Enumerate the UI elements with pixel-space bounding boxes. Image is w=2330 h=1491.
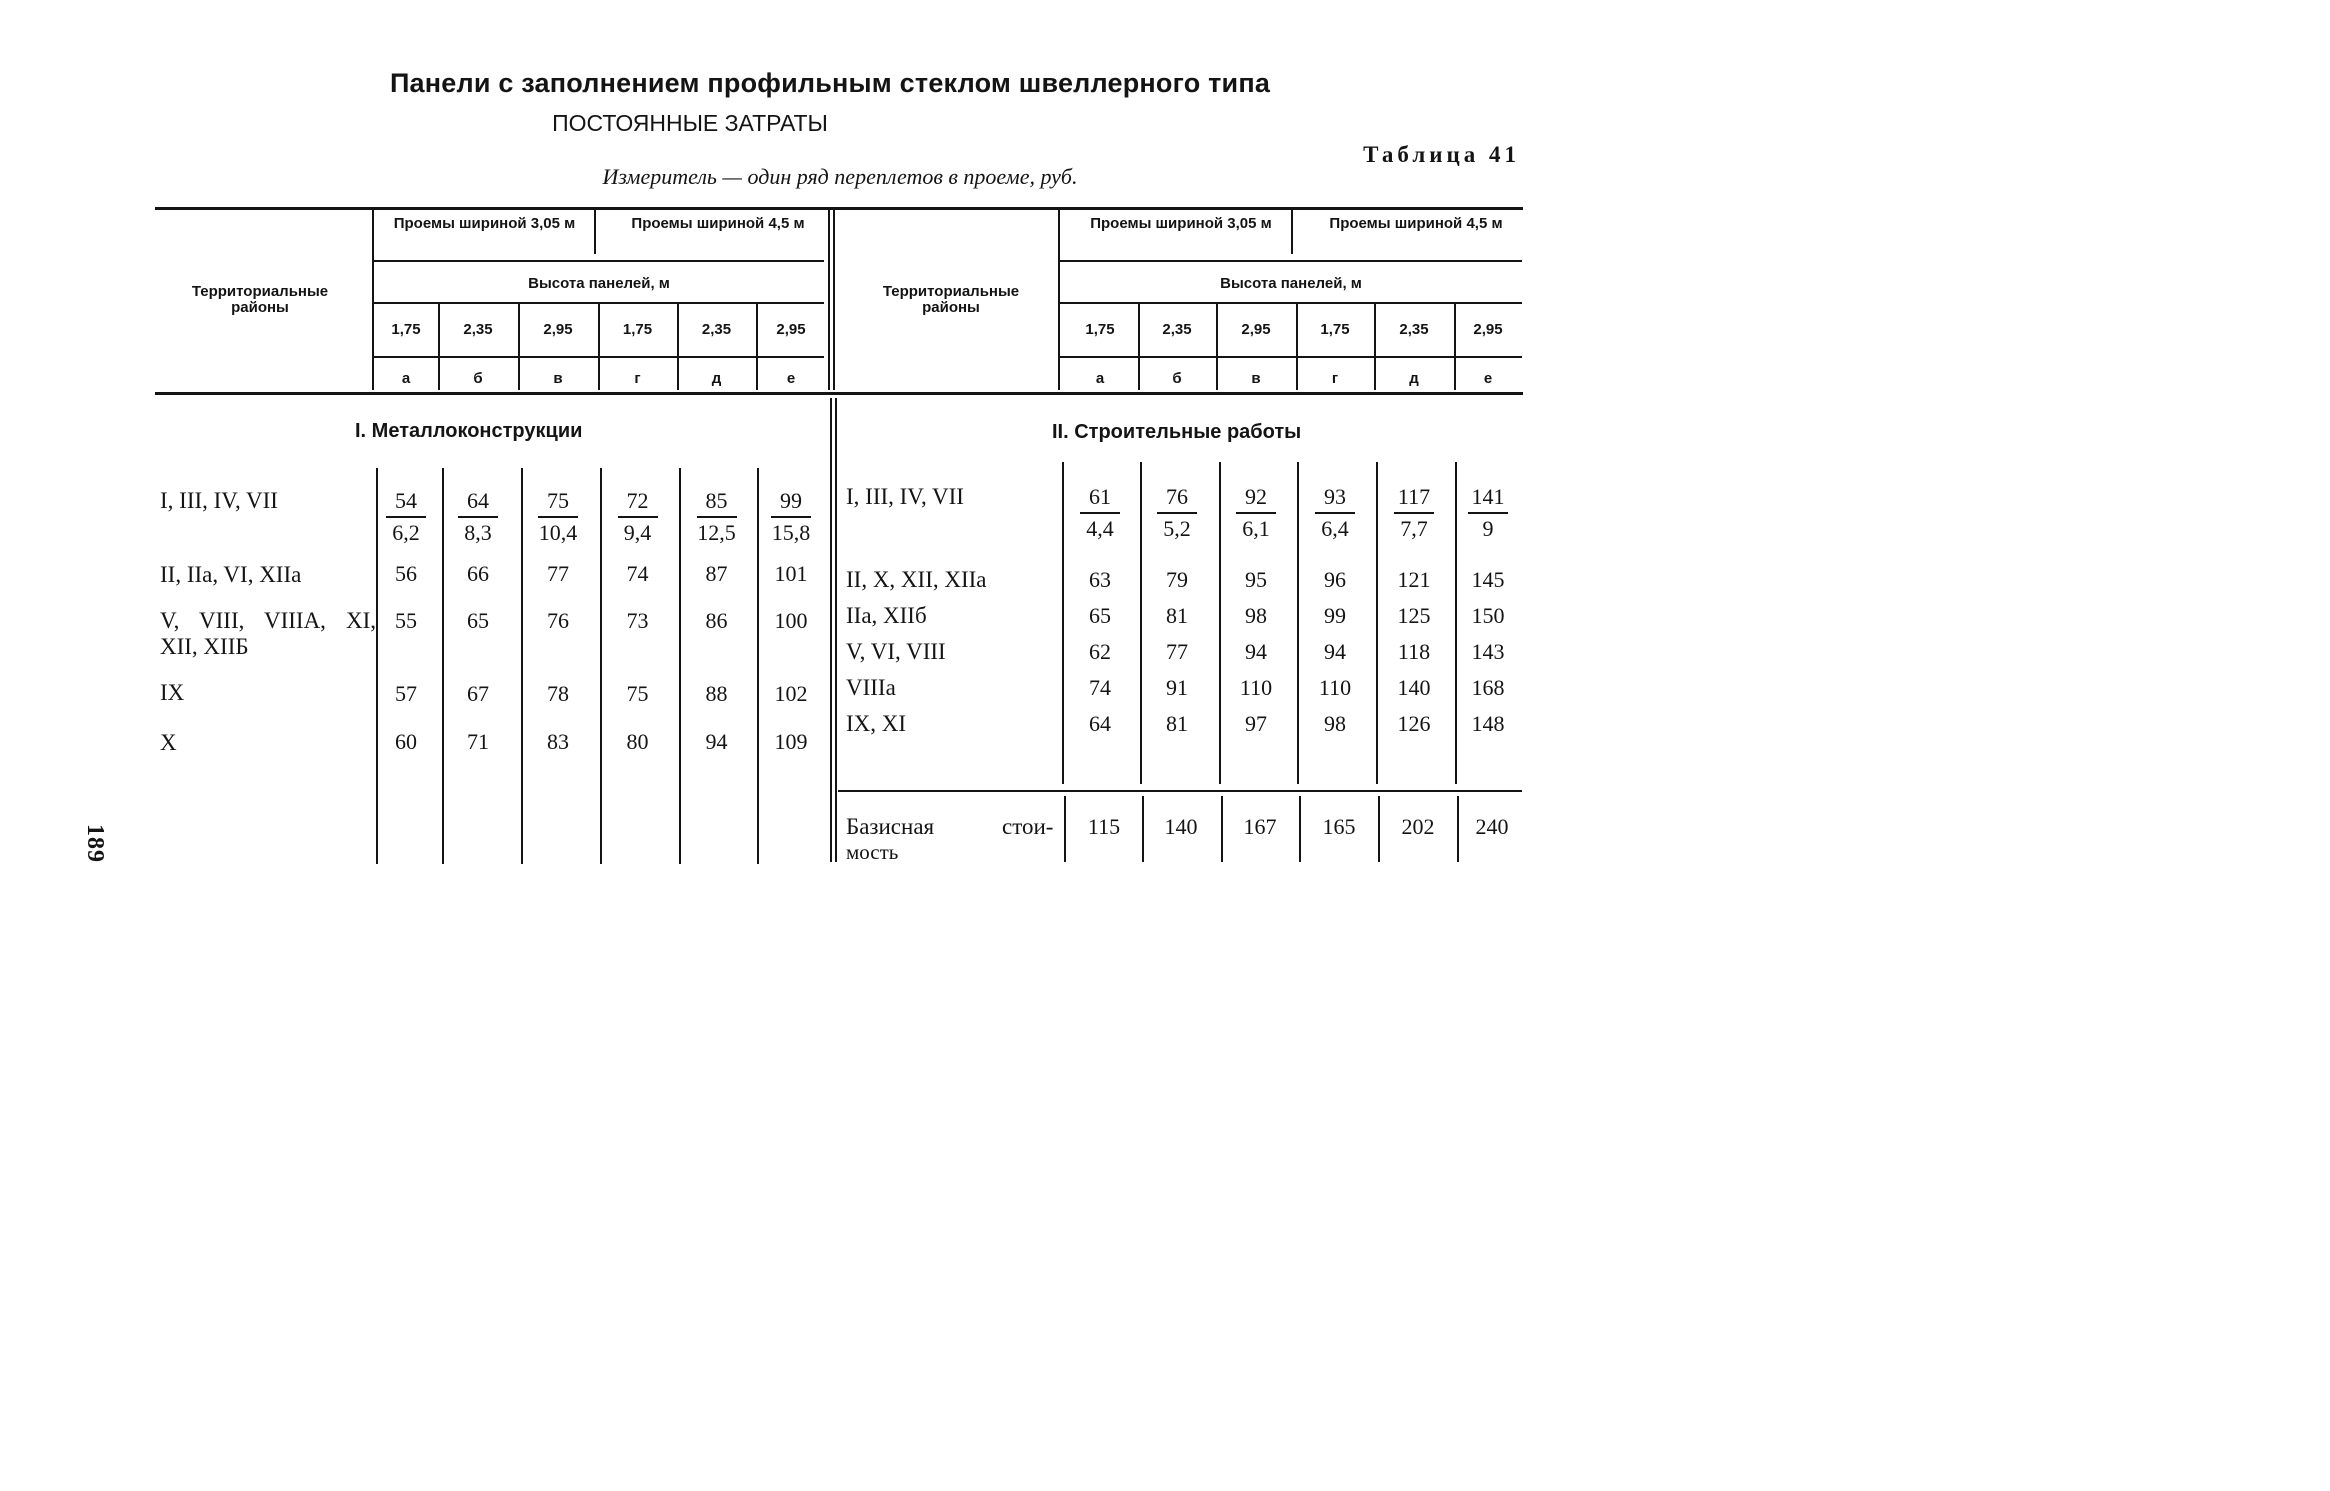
fraction-denominator: 6,1 (1242, 516, 1270, 541)
left-height-cell: 2,95 (543, 321, 573, 338)
value-cell: 60 (395, 729, 417, 754)
right-height-cell: 2,95 (1473, 321, 1503, 338)
page-title: Панели с заполнением профильным стеклом швеллерного типа (389, 68, 1271, 98)
value-cell: 77 (1166, 639, 1188, 664)
right-letter-cell: д (1409, 370, 1419, 387)
value-cell: 126 (1397, 711, 1431, 736)
fraction-denominator: 9,4 (623, 520, 652, 545)
value-cell: 98 (1245, 603, 1267, 628)
value-cell: 91 (1166, 675, 1188, 700)
fraction-cell (677, 486, 756, 548)
fraction-cell (598, 486, 677, 548)
base-cost-label-b: стои- (1002, 814, 1054, 839)
measurer-caption: Измеритель — один ряд переплетов в проеме, руб. (602, 164, 1078, 189)
row-label: II, X, XII, XIIa (846, 567, 987, 592)
value-cell: 65 (467, 608, 489, 633)
left-width-45-header: Проемы шириной 4,5 м (631, 215, 805, 232)
fraction-cell (1138, 482, 1216, 544)
value-cell: 125 (1397, 603, 1431, 628)
left-rule-1 (374, 260, 824, 262)
fraction-denominator: 9 (1482, 516, 1494, 541)
value-cell: 140 (1397, 675, 1431, 700)
fraction-cell (1374, 482, 1454, 544)
fraction-numerator: 54 (386, 486, 426, 518)
left-region-header: Территориальные районы (191, 283, 329, 316)
fraction-denominator: 10,4 (538, 520, 578, 545)
row-label: X (160, 730, 177, 755)
right-height-cell: 1,75 (1085, 321, 1115, 338)
value-cell: 118 (1397, 639, 1431, 664)
value-cell: 83 (547, 729, 569, 754)
value-cell: 94 (1245, 639, 1267, 664)
left-height-cell: 1,75 (622, 321, 653, 338)
fraction-numerator: 75 (538, 486, 578, 518)
left-height-cell: 1,75 (391, 321, 421, 338)
right-header-divider (1058, 210, 1060, 390)
value-cell: 121 (1397, 567, 1431, 592)
fraction-cell (518, 486, 598, 548)
left-letter-cell: а (401, 370, 411, 387)
value-cell: 65 (1089, 603, 1111, 628)
base-cost-value: 115 (1087, 814, 1121, 839)
row-label: IX, XI (846, 711, 907, 736)
fraction-cell (1454, 482, 1522, 544)
row-label: VIIIa (846, 675, 896, 700)
value-cell: 150 (1471, 603, 1505, 628)
value-cell: 80 (626, 729, 649, 754)
value-cell: 87 (705, 561, 728, 586)
fraction-cell (1296, 482, 1374, 544)
fraction-denominator: 7,7 (1400, 516, 1428, 541)
value-cell: 71 (467, 729, 489, 754)
right-height-cell: 1,75 (1320, 321, 1350, 338)
value-cell: 75 (626, 681, 649, 706)
fraction-denominator: 12,5 (697, 520, 736, 545)
value-cell: 67 (467, 681, 489, 706)
fraction-cell (438, 486, 518, 548)
row-label: I, III, IV, VII (846, 484, 964, 509)
right-letter-cell: б (1172, 370, 1182, 387)
value-cell: 94 (1324, 639, 1346, 664)
left-height-cell: 2,95 (776, 321, 806, 338)
row-label: V, VI, VIII (846, 639, 946, 664)
left-letter-cell: б (473, 370, 483, 387)
fraction-numerator: 92 (1236, 482, 1276, 514)
value-cell: 79 (1166, 567, 1188, 592)
value-cell: 110 (1239, 675, 1273, 700)
fraction-denominator: 4,4 (1086, 516, 1114, 541)
left-height-cell: 2,35 (463, 321, 493, 338)
base-cost-value: 240 (1475, 814, 1509, 839)
left-group-divider (594, 210, 596, 254)
table-number: Таблица 41 (1363, 142, 1520, 167)
right-height-cell: 2,35 (1162, 321, 1192, 338)
section-2-title: II. Строительные работы (1052, 421, 1302, 443)
right-group-divider (1291, 210, 1293, 254)
right-panel-height-header: Высота панелей, м (1220, 275, 1362, 292)
fraction-denominator: 15,8 (771, 520, 811, 545)
fraction-denominator: 5,2 (1163, 516, 1191, 541)
center-divider-right (833, 210, 835, 390)
center-divider-left (828, 210, 830, 390)
base-cost-value: 202 (1401, 814, 1435, 839)
fraction-numerator: 64 (458, 486, 498, 518)
value-cell: 95 (1245, 567, 1267, 592)
fraction-denominator: 6,4 (1321, 516, 1349, 541)
right-width-45-header: Проемы шириной 4,5 м (1329, 215, 1503, 232)
base-cost-value: 167 (1243, 814, 1277, 839)
section-1-title: I. Металлоконструкции (355, 420, 583, 442)
left-letter-cell: г (634, 370, 641, 387)
value-cell: 86 (705, 608, 728, 633)
right-width-305-header: Проемы шириной 3,05 м (1090, 215, 1272, 232)
value-cell: 94 (705, 729, 728, 754)
right-rule-3 (1060, 356, 1522, 358)
center-divider-body-left (830, 398, 832, 862)
right-letter-cell: е (1483, 370, 1493, 387)
fraction-numerator: 76 (1157, 482, 1197, 514)
row-label: IX (160, 680, 185, 705)
value-cell: 74 (1089, 675, 1111, 700)
base-cost-label-c: мость (846, 840, 899, 864)
fraction-numerator: 117 (1394, 482, 1434, 514)
value-cell: 101 (774, 561, 808, 586)
page-number: 189 (82, 824, 108, 863)
value-cell: 77 (547, 561, 569, 586)
left-header-divider (372, 210, 374, 390)
value-cell: 64 (1089, 711, 1111, 736)
value-cell: 96 (1324, 567, 1346, 592)
right-letter-cell: в (1251, 370, 1261, 387)
fraction-numerator: 93 (1315, 482, 1355, 514)
page-subtitle: ПОСТОЯННЫЕ ЗАТРАТЫ (552, 110, 828, 136)
left-letter-cell: е (786, 370, 796, 387)
fraction-numerator: 141 (1468, 482, 1508, 514)
row-label: I, III, IV, VII (160, 488, 278, 513)
row-label: II, IIa, VI, XIIa (160, 562, 302, 587)
fraction-cell (756, 486, 826, 548)
right-rule-1 (1060, 260, 1522, 262)
fraction-denominator: 6,2 (392, 520, 420, 545)
fraction-numerator: 61 (1080, 482, 1120, 514)
right-rule-2 (1060, 302, 1522, 304)
value-cell: 102 (774, 681, 808, 706)
base-cost-label-a: Базисная (846, 814, 935, 839)
value-cell: 57 (395, 681, 417, 706)
value-cell: 98 (1324, 711, 1346, 736)
value-cell: 97 (1245, 711, 1267, 736)
value-cell: 100 (774, 608, 808, 633)
base-cost-rule (838, 790, 1522, 792)
value-cell: 74 (626, 561, 649, 586)
value-cell: 81 (1166, 603, 1188, 628)
fraction-numerator: 85 (697, 486, 737, 518)
fraction-numerator: 99 (771, 486, 811, 518)
value-cell: 66 (467, 561, 489, 586)
value-cell: 145 (1471, 567, 1505, 592)
table-top-rule (155, 207, 1523, 210)
left-panel-height-header: Высота панелей, м (528, 275, 670, 292)
value-cell: 143 (1471, 639, 1505, 664)
row-label: V, VIII, VIIIA, XI, XII, XIIБ (160, 608, 376, 659)
fraction-cell (1216, 482, 1296, 544)
base-cost-value: 165 (1322, 814, 1356, 839)
value-cell: 148 (1471, 711, 1505, 736)
right-height-cell: 2,95 (1241, 321, 1271, 338)
center-divider-body-right (835, 398, 837, 862)
value-cell: 63 (1089, 567, 1111, 592)
value-cell: 109 (774, 729, 808, 754)
value-cell: 78 (547, 681, 569, 706)
value-cell: 81 (1166, 711, 1188, 736)
value-cell: 99 (1324, 603, 1346, 628)
right-letter-cell: а (1095, 370, 1105, 387)
fraction-cell (374, 486, 438, 548)
left-rule-3 (374, 356, 824, 358)
right-region-header: Территориальные районы (882, 283, 1020, 316)
row-label: IIa, XIIб (846, 603, 927, 628)
fraction-denominator: 8,3 (464, 520, 492, 545)
base-cost-value: 140 (1164, 814, 1198, 839)
value-cell: 73 (626, 608, 649, 633)
fraction-numerator: 72 (618, 486, 658, 518)
value-cell: 56 (395, 561, 417, 586)
value-cell: 76 (547, 608, 569, 633)
left-letter-cell: в (553, 370, 563, 387)
value-cell: 62 (1089, 639, 1111, 664)
left-letter-cell: д (711, 370, 722, 387)
right-letter-cell: г (1331, 370, 1339, 387)
left-width-305-header: Проемы шириной 3,05 м (393, 215, 576, 232)
fraction-cell (1062, 482, 1138, 544)
value-cell: 55 (395, 608, 417, 633)
value-cell: 88 (705, 681, 728, 706)
left-height-cell: 2,35 (701, 321, 732, 338)
right-height-cell: 2,35 (1399, 321, 1429, 338)
value-cell: 168 (1471, 675, 1505, 700)
table-header-bottom-rule (155, 392, 1523, 395)
value-cell: 110 (1318, 675, 1352, 700)
